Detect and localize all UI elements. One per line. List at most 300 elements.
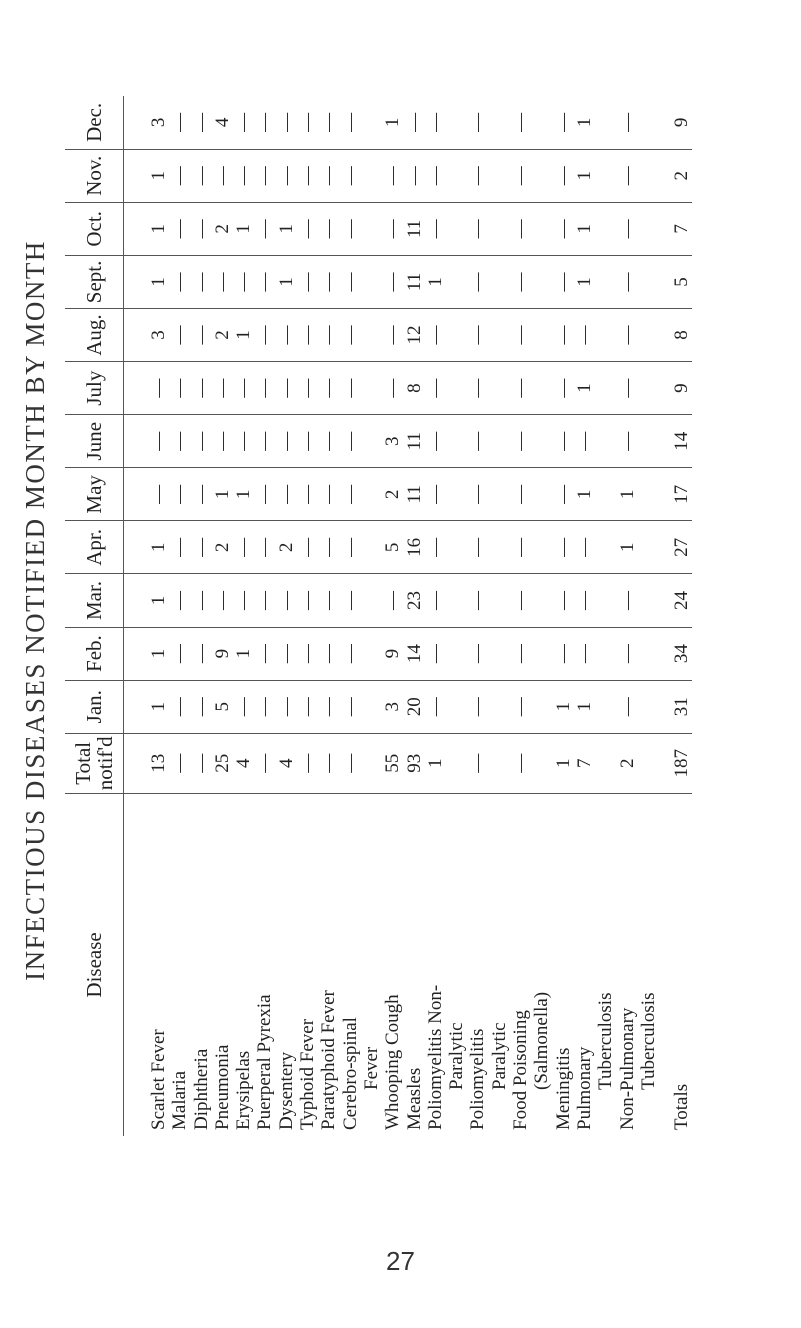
cell-spacer xyxy=(446,468,467,520)
cell-spacer xyxy=(531,415,552,467)
month-total: 9 xyxy=(671,117,693,128)
month-value: — xyxy=(318,166,340,186)
month-value: — xyxy=(616,378,638,398)
month-value: — xyxy=(510,112,532,132)
month-value: — xyxy=(573,644,595,664)
cell-spacer xyxy=(595,628,616,680)
month-value: — xyxy=(275,431,297,451)
disease-name: Tuberculosis xyxy=(595,992,617,1090)
month-column xyxy=(124,255,693,308)
cell-spacer xyxy=(446,415,467,467)
cell-spacer xyxy=(446,203,467,255)
cell-spacer xyxy=(638,628,659,680)
cell-spacer xyxy=(489,150,510,202)
month-value: — xyxy=(424,219,446,239)
month-total: 2 xyxy=(671,171,693,181)
month-column xyxy=(124,468,693,521)
month-value: 1 xyxy=(573,224,595,234)
month-value: — xyxy=(382,219,404,239)
cell-spacer xyxy=(638,256,659,308)
month-value: 11 xyxy=(403,485,425,504)
month-value: — xyxy=(190,166,212,186)
month-value: 1 xyxy=(148,595,169,606)
header-disease: Disease xyxy=(65,793,124,1136)
month-value: — xyxy=(169,272,191,292)
totals-label: Totals xyxy=(671,1083,693,1130)
month-value: 9 xyxy=(211,648,233,659)
month-column xyxy=(124,308,693,361)
month-value: — xyxy=(190,431,212,451)
cell-spacer xyxy=(595,203,616,255)
month-value: — xyxy=(510,325,532,345)
month-value: — xyxy=(339,431,361,451)
totals-gap xyxy=(659,681,671,733)
month-value: — xyxy=(510,378,532,398)
month-value: — xyxy=(169,166,191,186)
header-total xyxy=(65,733,124,793)
cell-spacer xyxy=(361,415,382,467)
month-column xyxy=(124,415,693,468)
notifications-table-wrapper xyxy=(65,96,693,1136)
cell-spacer xyxy=(489,521,510,573)
month-value: — xyxy=(254,431,276,451)
month-value: — xyxy=(424,591,446,610)
cell-spacer xyxy=(595,574,616,626)
disease-name: Whooping Cough xyxy=(382,994,404,1130)
month-value: — xyxy=(254,325,276,345)
disease-name: Malaria xyxy=(169,1070,191,1130)
month-value: — xyxy=(297,112,319,132)
month-value: — xyxy=(339,325,361,345)
month-value: — xyxy=(424,325,446,345)
cell-spacer xyxy=(446,309,467,361)
month-value: — xyxy=(190,378,212,398)
month-value: — xyxy=(424,697,446,717)
totals-gap xyxy=(659,203,671,255)
total-value: — xyxy=(467,753,489,773)
page-number: 27 xyxy=(386,1246,415,1276)
header-month: Jan. xyxy=(65,680,124,733)
month-value: — xyxy=(339,484,361,504)
disease-name: Meningitis xyxy=(552,1047,574,1130)
month-value: 2 xyxy=(211,330,233,340)
cell-spacer xyxy=(489,734,510,793)
month-value: — xyxy=(552,325,574,345)
cell-spacer xyxy=(446,574,467,626)
totals-gap xyxy=(659,628,671,680)
month-value: — xyxy=(254,112,276,132)
cell-spacer xyxy=(489,362,510,414)
cell-spacer xyxy=(595,362,616,414)
total-value: — xyxy=(254,753,276,773)
month-value: — xyxy=(233,166,255,186)
month-value: — xyxy=(190,219,212,239)
disease-name: Measles xyxy=(403,1067,425,1130)
month-column xyxy=(124,149,693,202)
month-value: 1 xyxy=(573,489,595,500)
cell-spacer xyxy=(595,734,616,793)
month-value: — xyxy=(190,484,212,504)
month-value: — xyxy=(552,166,574,186)
disease-name: Poliomyelitis Non- xyxy=(424,984,446,1130)
cell-spacer xyxy=(361,96,382,149)
header-month: May xyxy=(65,468,124,521)
month-value: — xyxy=(297,325,319,345)
month-value: — xyxy=(552,219,574,239)
month-value: — xyxy=(382,378,404,398)
month-value: 8 xyxy=(403,383,425,393)
cell-spacer xyxy=(489,468,510,520)
month-value: 1 xyxy=(616,542,638,553)
cell-spacer xyxy=(595,415,616,467)
totals-gap xyxy=(659,468,671,520)
total-value: 13 xyxy=(148,753,169,773)
cell-spacer xyxy=(595,96,616,149)
month-value: — xyxy=(211,378,233,398)
cell-spacer xyxy=(361,256,382,308)
month-value: 11 xyxy=(403,272,425,292)
total-value: — xyxy=(339,753,361,773)
month-value: — xyxy=(169,697,191,717)
cell-spacer xyxy=(595,256,616,308)
month-value: — xyxy=(318,325,340,345)
month-value: — xyxy=(467,272,489,292)
month-total: 17 xyxy=(671,484,693,504)
month-value: — xyxy=(552,378,574,398)
month-value: — xyxy=(339,219,361,239)
month-value: — xyxy=(169,644,191,664)
month-value: — xyxy=(148,484,169,504)
month-value: — xyxy=(573,537,595,557)
month-value: — xyxy=(233,378,255,398)
month-value: — xyxy=(275,591,297,610)
month-value: — xyxy=(616,644,638,664)
month-value: — xyxy=(318,644,340,664)
month-value: — xyxy=(339,272,361,292)
month-value: — xyxy=(211,591,233,610)
month-total: 8 xyxy=(671,330,693,340)
month-value: 1 xyxy=(275,277,297,287)
month-total: 31 xyxy=(671,697,693,717)
month-value: — xyxy=(467,378,489,398)
month-value: — xyxy=(510,484,532,504)
month-value: — xyxy=(190,537,212,557)
month-total: 5 xyxy=(671,277,693,287)
month-value: — xyxy=(616,219,638,239)
disease-name: Scarlet Fever xyxy=(148,1029,169,1130)
month-value: — xyxy=(616,272,638,292)
month-value: — xyxy=(318,537,340,557)
cell-spacer xyxy=(446,681,467,733)
header-month: Apr. xyxy=(65,521,124,574)
month-value: — xyxy=(297,272,319,292)
month-value: — xyxy=(318,378,340,398)
month-value: 1 xyxy=(233,648,255,659)
month-value: 1 xyxy=(148,224,169,234)
month-value: 2 xyxy=(382,489,404,500)
month-value: 1 xyxy=(148,648,169,659)
cell-spacer xyxy=(361,309,382,361)
totals-gap xyxy=(659,521,671,573)
month-value: — xyxy=(424,112,446,132)
month-value: — xyxy=(424,484,446,504)
month-value: — xyxy=(211,166,233,186)
month-value: — xyxy=(190,112,212,132)
cell-spacer xyxy=(446,628,467,680)
disease-name: Pneumonia xyxy=(211,1044,233,1130)
month-column xyxy=(124,96,693,149)
month-value: — xyxy=(318,591,340,610)
month-value: 5 xyxy=(382,542,404,553)
month-value: — xyxy=(467,697,489,717)
notifications-table-rotated xyxy=(65,96,693,1136)
cell-spacer xyxy=(531,574,552,626)
month-total: 34 xyxy=(671,644,693,664)
cell-spacer xyxy=(638,362,659,414)
cell-spacer xyxy=(531,468,552,520)
disease-name: Non-Pulmonary xyxy=(616,1007,638,1130)
month-value: 1 xyxy=(573,701,595,712)
month-value: — xyxy=(254,644,276,664)
cell-spacer xyxy=(446,150,467,202)
month-value: — xyxy=(552,591,574,610)
cell-spacer xyxy=(531,309,552,361)
month-total: 27 xyxy=(671,537,693,557)
month-value: — xyxy=(510,431,532,451)
month-value: — xyxy=(382,166,404,186)
month-value: — xyxy=(169,325,191,345)
month-value: — xyxy=(275,166,297,186)
month-value: — xyxy=(616,591,638,610)
month-value: — xyxy=(510,644,532,664)
month-value: — xyxy=(339,644,361,664)
month-value: 1 xyxy=(573,171,595,181)
month-value: 1 xyxy=(148,171,169,181)
disease-name: Diphtheria xyxy=(190,1048,212,1130)
month-value: — xyxy=(275,484,297,504)
disease-name: Cerebro-spinal xyxy=(339,1017,361,1130)
cell-spacer xyxy=(531,628,552,680)
cell-spacer xyxy=(361,521,382,573)
month-value: 3 xyxy=(148,330,169,340)
month-value: 1 xyxy=(211,489,233,500)
month-value: — xyxy=(467,219,489,239)
disease-name: Paratyphoid Fever xyxy=(318,990,340,1130)
month-value: — xyxy=(275,378,297,398)
month-value: — xyxy=(233,431,255,451)
month-value: — xyxy=(424,644,446,664)
month-value: — xyxy=(297,166,319,186)
cell-spacer xyxy=(361,681,382,733)
disease-column xyxy=(124,793,693,1136)
month-value: — xyxy=(148,431,169,451)
cell-spacer xyxy=(361,574,382,626)
month-value: 1 xyxy=(573,383,595,393)
month-value: — xyxy=(616,112,638,132)
total-value: 7 xyxy=(573,758,595,769)
cell-spacer xyxy=(361,628,382,680)
cell-spacer xyxy=(638,574,659,626)
cell-spacer xyxy=(489,628,510,680)
month-value: 1 xyxy=(616,489,638,500)
cell-spacer xyxy=(638,150,659,202)
month-value: 1 xyxy=(573,277,595,287)
month-total: 9 xyxy=(671,383,693,393)
total-value: — xyxy=(318,753,340,773)
notifications-table xyxy=(65,96,692,1136)
month-value: — xyxy=(190,325,212,345)
month-value: — xyxy=(382,325,404,345)
month-value: — xyxy=(552,484,574,504)
month-value: — xyxy=(254,166,276,186)
month-value: — xyxy=(169,431,191,451)
cell-spacer xyxy=(638,521,659,573)
totals-gap xyxy=(659,362,671,414)
month-value: 3 xyxy=(382,436,404,446)
month-value: 5 xyxy=(211,701,233,712)
month-value: — xyxy=(573,591,595,610)
month-value: — xyxy=(297,484,319,504)
cell-spacer xyxy=(595,309,616,361)
month-value: — xyxy=(403,112,425,132)
month-value: — xyxy=(190,697,212,717)
cell-spacer xyxy=(446,734,467,793)
month-value: 2 xyxy=(211,224,233,234)
month-value: — xyxy=(275,325,297,345)
month-value: — xyxy=(467,166,489,186)
month-value: — xyxy=(403,166,425,186)
header-month: July xyxy=(65,362,124,415)
month-value: 1 xyxy=(233,224,255,234)
month-value: 1 xyxy=(275,224,297,234)
cell-spacer xyxy=(489,256,510,308)
header-month: Oct. xyxy=(65,202,124,255)
disease-name: Poliomyelitis xyxy=(467,1028,489,1130)
month-value: — xyxy=(254,591,276,610)
month-value: 1 xyxy=(552,701,574,712)
cell-spacer xyxy=(531,96,552,149)
month-value: — xyxy=(510,591,532,610)
month-value: — xyxy=(510,219,532,239)
month-value: — xyxy=(254,537,276,557)
cell-spacer xyxy=(361,362,382,414)
month-value: — xyxy=(318,272,340,292)
total-value: 1 xyxy=(552,758,574,769)
page-title: INFECTIOUS DISEASES NOTIFIED MONTH BY MONTH xyxy=(19,239,50,981)
month-value: — xyxy=(467,537,489,557)
month-value: — xyxy=(339,697,361,717)
total-value: — xyxy=(297,753,319,773)
month-value: 1 xyxy=(148,701,169,712)
grand-total: 187 xyxy=(671,749,693,778)
month-value: — xyxy=(467,591,489,610)
month-value: 1 xyxy=(233,330,255,340)
month-value: 14 xyxy=(403,644,425,664)
total-value: 1 xyxy=(424,758,446,769)
cell-spacer xyxy=(531,734,552,793)
total-value: 2 xyxy=(616,758,638,769)
month-value: — xyxy=(424,537,446,557)
month-value: — xyxy=(382,272,404,292)
cell-spacer xyxy=(489,415,510,467)
header-month: Feb. xyxy=(65,627,124,680)
cell-spacer xyxy=(531,150,552,202)
month-value: — xyxy=(190,591,212,610)
disease-name: Paralytic xyxy=(488,1022,510,1090)
cell-spacer xyxy=(531,521,552,573)
month-value: — xyxy=(552,644,574,664)
disease-name: Typhoid Fever xyxy=(297,1018,319,1130)
month-value: — xyxy=(318,431,340,451)
month-value: — xyxy=(297,644,319,664)
total-value: 4 xyxy=(233,758,255,769)
month-value: — xyxy=(233,537,255,557)
header-total-line-2: notif'd xyxy=(93,736,117,791)
cell-spacer xyxy=(489,574,510,626)
month-value: — xyxy=(297,697,319,717)
cell-spacer xyxy=(489,96,510,149)
month-value: 4 xyxy=(211,117,233,128)
month-value: — xyxy=(552,272,574,292)
month-value: — xyxy=(254,272,276,292)
totals-gap xyxy=(659,96,671,149)
month-value: — xyxy=(275,644,297,664)
cell-spacer xyxy=(595,521,616,573)
month-value: — xyxy=(233,697,255,717)
totals-gap xyxy=(659,256,671,308)
month-value: — xyxy=(616,325,638,345)
cell-spacer xyxy=(489,681,510,733)
total-value: — xyxy=(169,753,191,773)
month-value: — xyxy=(339,166,361,186)
cell-spacer xyxy=(361,203,382,255)
month-value: — xyxy=(318,484,340,504)
month-value: — xyxy=(169,219,191,239)
month-value: — xyxy=(510,272,532,292)
month-value: 16 xyxy=(403,537,425,557)
month-value: — xyxy=(573,431,595,451)
cell-spacer xyxy=(638,681,659,733)
cell-spacer xyxy=(595,150,616,202)
header-month: Sept. xyxy=(65,255,124,308)
month-value: — xyxy=(254,219,276,239)
month-value: 1 xyxy=(424,277,446,287)
month-value: 3 xyxy=(382,701,404,712)
month-value: — xyxy=(318,112,340,132)
totals-gap xyxy=(659,574,671,626)
month-value: — xyxy=(616,697,638,717)
month-value: — xyxy=(233,272,255,292)
cell-spacer xyxy=(361,734,382,793)
month-value: 3 xyxy=(148,117,169,128)
month-value: — xyxy=(339,378,361,398)
month-value: 11 xyxy=(403,219,425,238)
cell-spacer xyxy=(446,521,467,573)
month-value: — xyxy=(233,591,255,610)
month-value: — xyxy=(297,219,319,239)
disease-name: Fever xyxy=(360,1046,382,1090)
month-value: 1 xyxy=(382,117,404,128)
month-value: 9 xyxy=(382,648,404,659)
month-value: — xyxy=(616,431,638,451)
month-value: 11 xyxy=(403,432,425,451)
month-column xyxy=(124,362,693,415)
month-value: — xyxy=(467,644,489,664)
month-value: — xyxy=(190,272,212,292)
total-column xyxy=(124,733,693,793)
month-value: — xyxy=(510,537,532,557)
totals-gap xyxy=(659,150,671,202)
